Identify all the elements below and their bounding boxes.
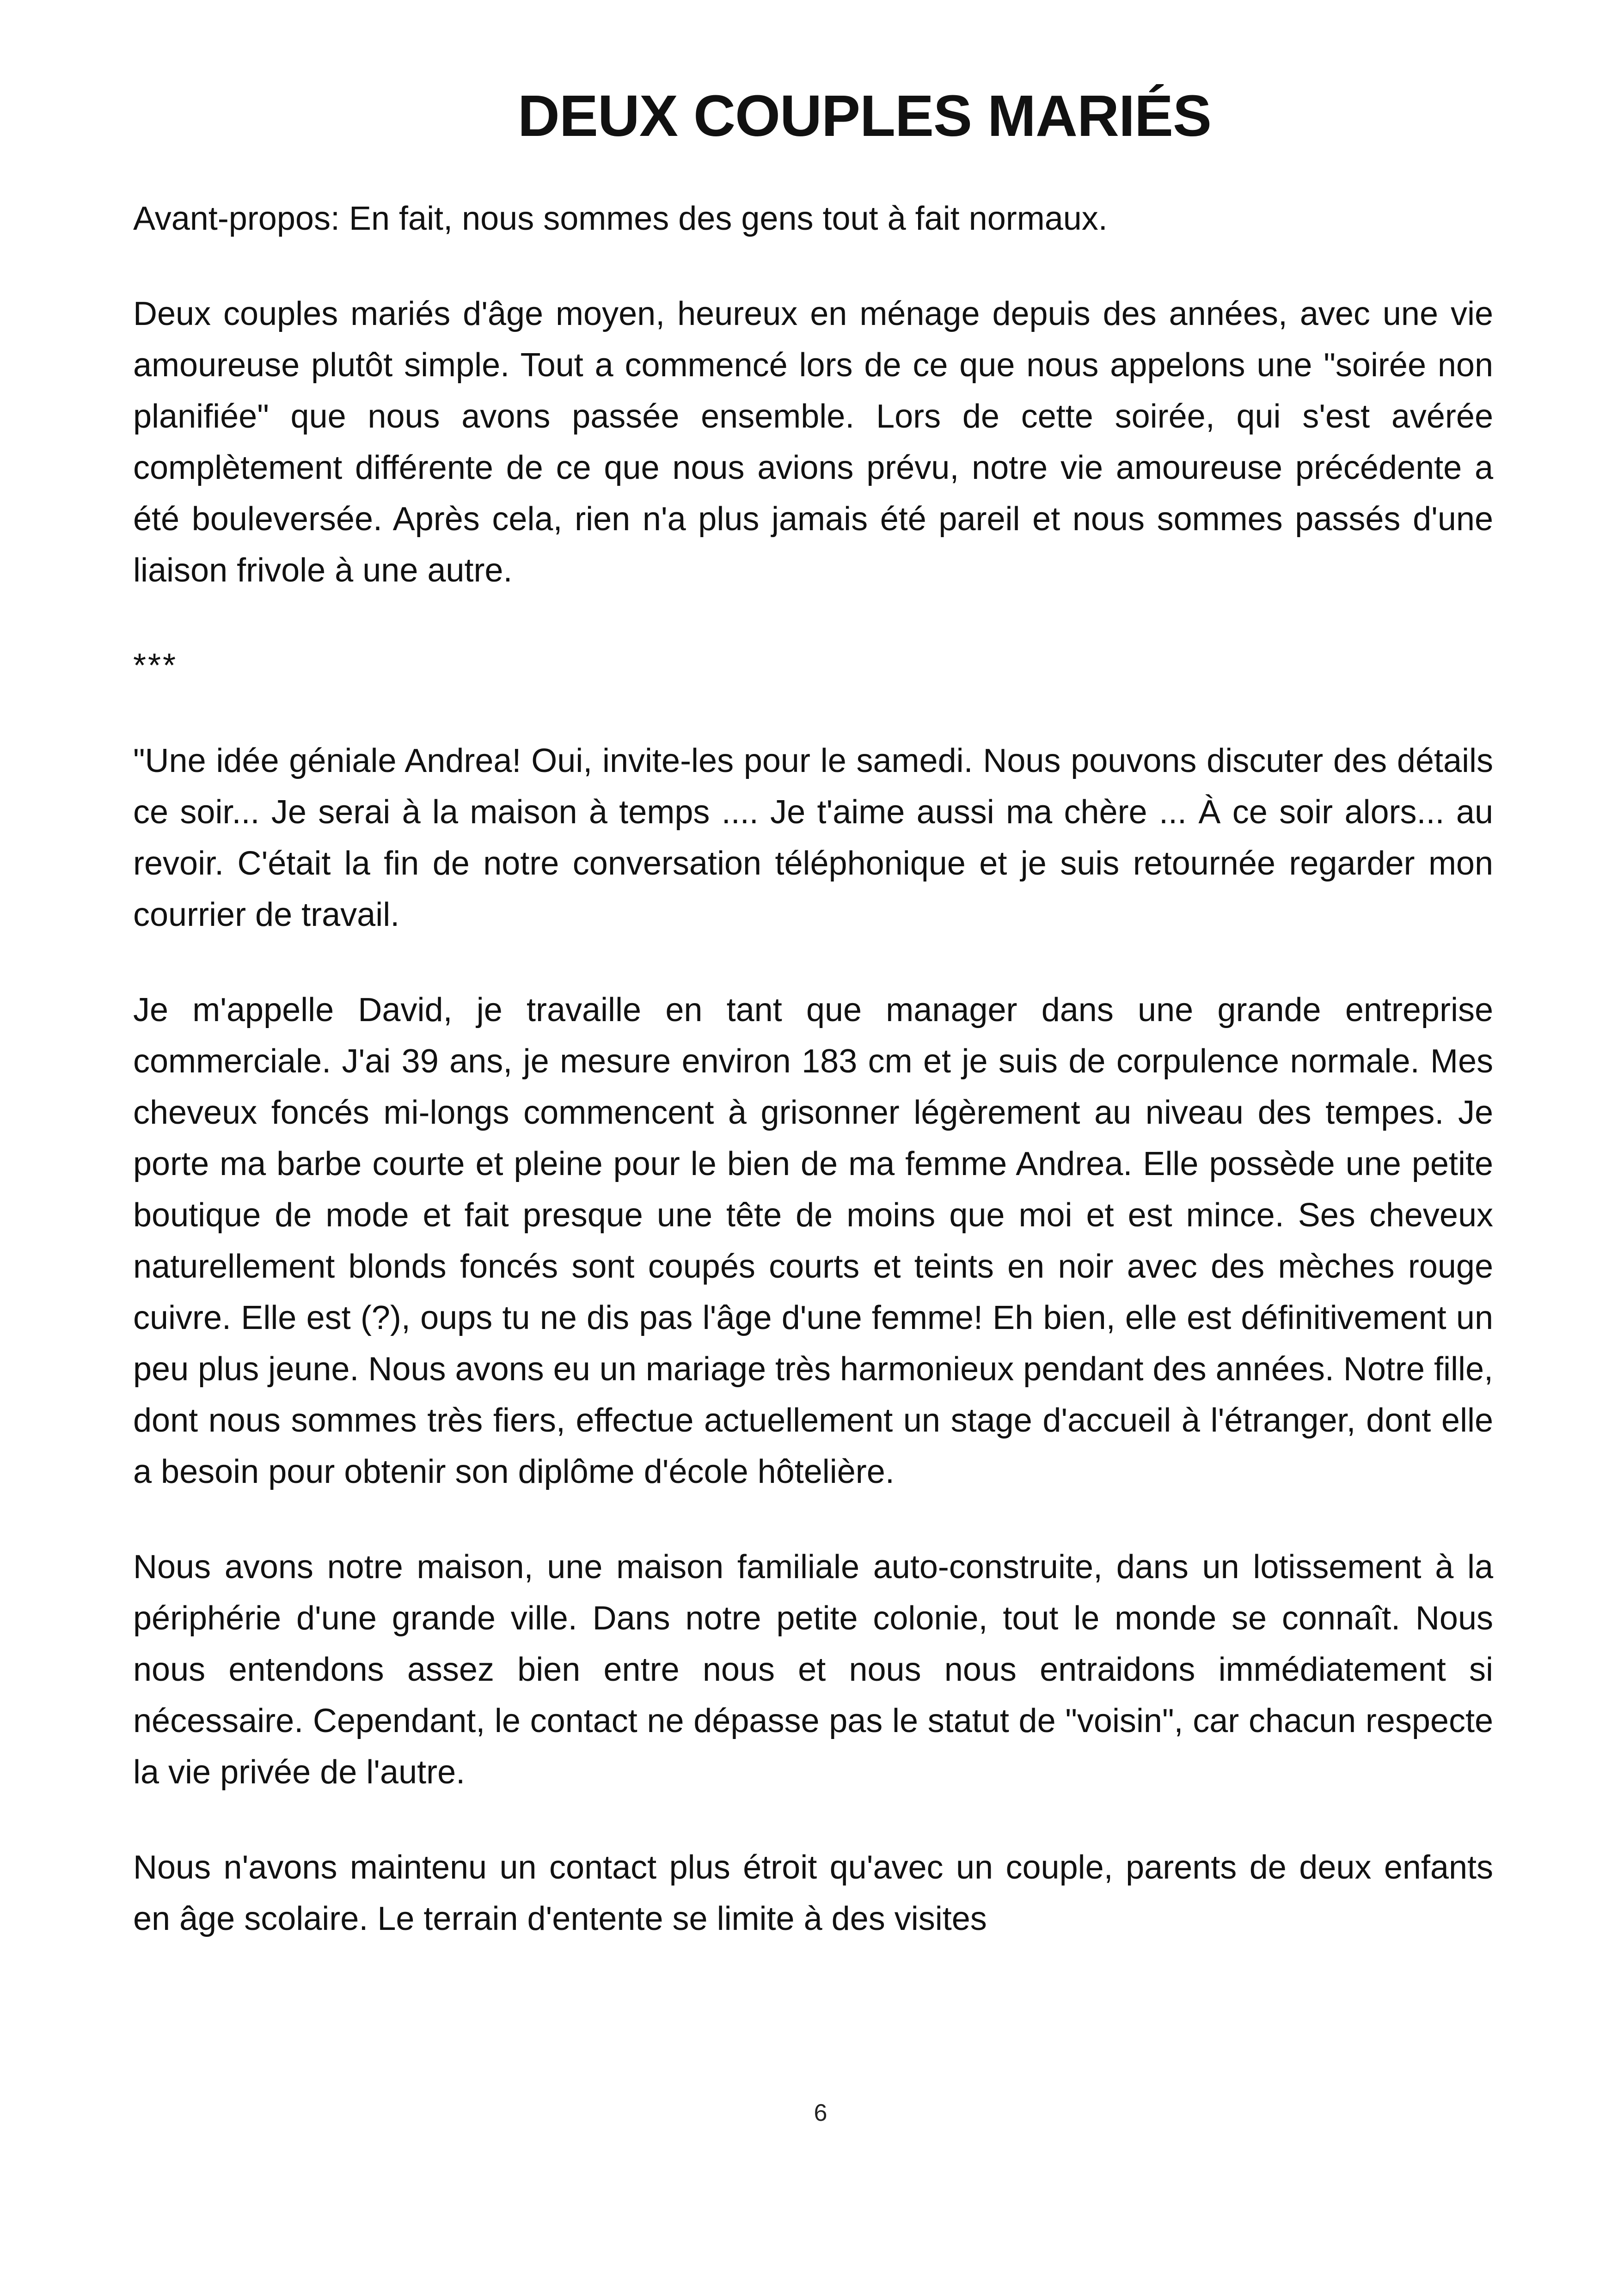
paragraph-foreword: Avant-propos: En fait, nous sommes des gens tout à fait normaux. xyxy=(133,200,1108,237)
paragraph-phone-call: "Une idée géniale Andrea! Oui, invite-les pour le samedi. Nous pouvons discuter des détails ce soir... Je serai à la maison à temps .... Je t'aime aussi ma chère ... À ce soir alors... au revoir. C'était la fin de notre conversation téléphonique et je suis retournée regarder mon courrier de travail. xyxy=(133,742,1493,933)
paragraph-summary: Deux couples mariés d'âge moyen, heureux en ménage depuis des années, avec une vie amoureuse plutôt simple. Tout a commencé lors de ce que nous appelons une "soirée non planifiée" que nous avons passée ensemble. Lors de cette soirée, qui s'est avérée complètement différente de ce que nous avions prévu, notre vie amoureuse précédente a été bouleversée. Après cela, rien n'a plus jamais été pareil et nous sommes passés d'une liaison frivole à une autre. xyxy=(133,295,1493,589)
body-text xyxy=(133,193,1493,1989)
paragraph-david-intro: Je m'appelle David, je travaille en tant que manager dans une grande entreprise commerciale. J'ai 39 ans, je mesure environ 183 cm et je suis de corpulence normale. Mes cheveux foncés mi-longs commencent à grisonner légèrement au niveau des tempes. Je porte ma barbe courte et pleine pour le bien de ma femme Andrea. Elle possède une petite boutique de mode et fait presque une tête de moins que moi et est mince. Ses cheveux naturellement blonds foncés sont coupés courts et teints en noir avec des mèches rouge cuivre. Elle est (?), oups tu ne dis pas l'âge d'une femme! Eh bien, elle est définitivement un peu plus jeune. Nous avons eu un mariage très harmonieux pendant des années. Notre fille, dont nous sommes très fiers, effectue actuellement un stage d'accueil à l'étranger, dont elle a besoin pour obtenir son diplôme d'école hôtelière. xyxy=(133,992,1493,1490)
paragraph-house: Nous avons notre maison, une maison familiale auto-construite, dans un lotissement à la périphérie d'une grande ville. Dans notre petite colonie, tout le monde se connaît. Nous nous entendons assez bien entre nous et nous nous entraidons immédiatement si nécessaire. Cependant, le contact ne dépasse pas le statut de "voisin", car chacun respecte la vie privée de l'autre. xyxy=(133,1549,1493,1791)
section-separator: *** xyxy=(133,647,178,684)
page-number: 6 xyxy=(814,2100,827,2126)
paragraph-neighbors: Nous n'avons maintenu un contact plus étroit qu'avec un couple, parents de deux enfants en âge scolaire. Le terrain d'entente se limite à des visites xyxy=(133,1849,1493,1937)
page-title: DEUX COUPLES MARIÉS xyxy=(517,83,1212,148)
